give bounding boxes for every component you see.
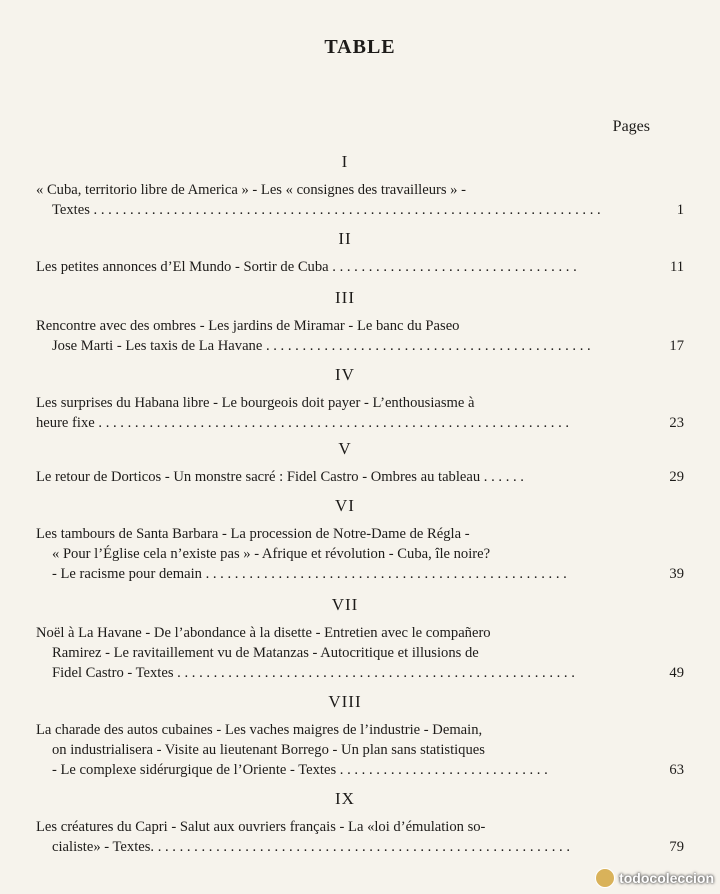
chapter-numeral: I [341,152,349,171]
chapter-numeral: VII [331,595,359,614]
chapter-numeral: II [338,229,352,248]
entry-line: - Le racisme pour demain . . . . . . . . . . . . . . . . . . . . . . . . . . . . . . . . . . . . . . . . . . . . . . . . . . [52,566,567,582]
chapter-1 [36,152,684,220]
chapter-entry [36,467,684,487]
entry-line: Noël à La Havane - De l’abondance à la disette - Entretien avec le compañero [36,625,491,641]
chapter-entry [36,257,684,277]
watermark [595,868,714,888]
chapter-entry [36,817,684,857]
chapter-numeral: III [335,288,355,307]
entry-line: cialiste» - Textes. . . . . . . . . . . . . . . . . . . . . . . . . . . . . . . . . . . . . . . . . . . . . . . . . . . . . . . . . . [52,839,570,855]
chapter-entry [36,393,684,433]
page-title: TABLE [324,36,396,58]
chapter-entry [36,316,684,356]
page-number: 29 [669,469,684,485]
entry-line: Ramirez - Le ravitaillement vu de Matanzas - Autocritique et illusions de [52,645,479,661]
entry-line: Jose Marti - Les taxis de La Havane . . . . . . . . . . . . . . . . . . . . . . . . . . . . . . . . . . . . . . . . . . . . . [52,338,591,354]
chapter-3 [36,288,684,356]
page-number: 17 [669,338,684,354]
entry-line: Les tambours de Santa Barbara - La procession de Notre-Dame de Régla - [36,526,470,542]
entry-line: heure fixe . . . . . . . . . . . . . . . . . . . . . . . . . . . . . . . . . . . . . . . . . . . . . . . . . . . . . . . . . . . . . . . . . [36,415,570,431]
entry-line: Les créatures du Capri - Salut aux ouvriers français - La «loi d’émulation so- [36,819,486,835]
entry-line: on industrialisera - Visite au lieutenant Borrego - Un plan sans statistiques [52,742,485,758]
page-number: 63 [669,762,684,778]
entry-line: « Cuba, territorio libre de America » - Les « consignes des travailleurs » - [36,182,466,198]
pages-column-label: Pages [612,118,650,135]
entry-line: Rencontre avec des ombres - Les jardins de Miramar - Le banc du Paseo [36,318,460,334]
chapter-numeral: V [338,439,352,458]
chapter-entry [36,180,684,220]
watermark-text: todocoleccion [619,870,714,886]
entry-line: Le retour de Dorticos - Un monstre sacré : Fidel Castro - Ombres au tableau . . . . . . [36,469,524,485]
page-number: 11 [669,259,684,275]
watermark-logo-icon [595,868,615,888]
page-number: 39 [669,566,684,582]
entry-line: Les petites annonces d’El Mundo - Sortir de Cuba . . . . . . . . . . . . . . . . . . . . . . . . . . . . . . . . . . [36,259,577,275]
entry-line: Textes . . . . . . . . . . . . . . . . . . . . . . . . . . . . . . . . . . . . . . . . . . . . . . . . . . . . . . . . . . . . . . . . . . . . . . [52,202,601,218]
entry-line: La charade des autos cubaines - Les vaches maigres de l’industrie - Demain, [36,722,483,738]
page-number: 79 [669,839,684,855]
page-number: 23 [669,415,684,431]
chapter-4 [36,365,684,433]
chapter-numeral: IX [335,789,355,808]
entry-line: Fidel Castro - Textes . . . . . . . . . . . . . . . . . . . . . . . . . . . . . . . . . . . . . . . . . . . . . . . . . . . . . . . [52,665,575,681]
entry-line: Les surprises du Habana libre - Le bourgeois doit payer - L’enthousiasme à [36,395,475,411]
chapter-entry [36,623,684,683]
entry-line: « Pour l’Église cela n’existe pas » - Afrique et révolution - Cuba, île noire? [52,546,491,562]
page-number: 49 [669,665,684,681]
chapter-6 [36,496,684,584]
chapter-2 [36,229,684,277]
chapter-8 [36,692,684,780]
chapter-numeral: IV [335,365,355,384]
chapter-entry [36,720,684,780]
chapter-entry [36,524,684,584]
chapter-7 [36,595,684,683]
chapter-numeral: VI [335,496,355,515]
chapter-9 [36,789,684,857]
entry-line: - Le complexe sidérurgique de l’Oriente - Textes . . . . . . . . . . . . . . . . . . . . . . . . . . . . . [52,762,548,778]
chapter-numeral: VIII [328,692,362,711]
page-number: 1 [676,202,684,218]
chapter-5 [36,439,684,487]
